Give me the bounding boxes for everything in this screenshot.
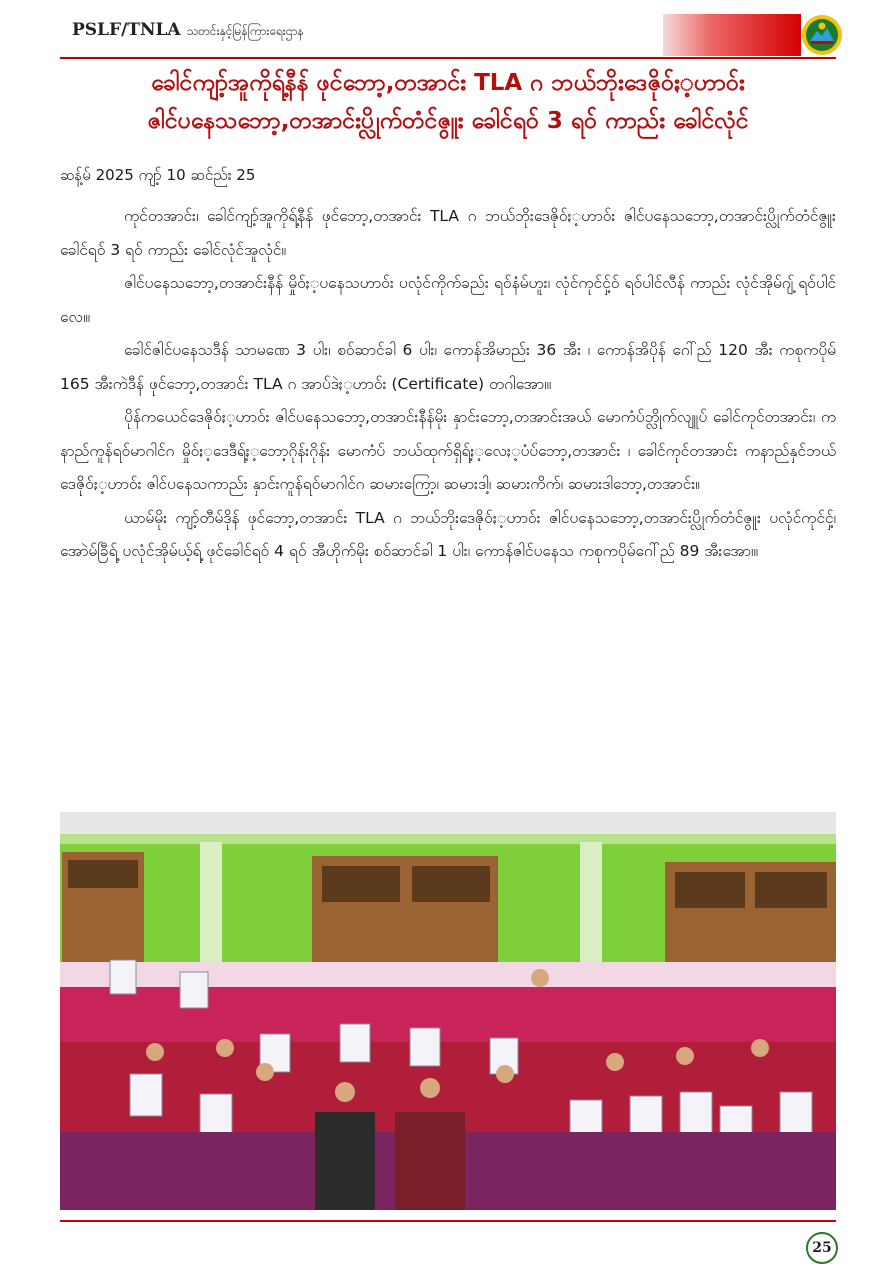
article-title-line: ဇါင်ပနေသဘော့,တအာင်းပ္လိုက်တံင်ဇွူး ခေါင်ရဝ် 3 ရဝ် ကာည်း ခေါင်လုံင် <box>147 108 749 134</box>
article-title <box>60 64 836 140</box>
body-paragraph: ပိုန်ကယေင်ဒေဇိုဝ်ႏ့ဟာဝ်း ဇါင်ပနေသဘော့,တအာင်းနီန်မိုး နှာင်းဘော့,တအာင်းအယ် မောကံပ်ဘ္လိုက်လျူပ် ခေါင်ကုင်တအာင်း၊ ကနာည်ကူန်ရဝ်မာဂါင်ဂ မှိုဝ်ႏ့ဒေဒီရ့်ႏ့ဘော့ဂိုန်းဂိုန်း မောကံပ် ဘယ်ထုက်ရှိရ့်ႏ့လေႏ့ပံပ်ဘော့,တအာင်း ၊ ခေါင်ကုင်တအာင်း ကနာည်နှင်ဘယ်ဒေဇိုဝ်ႏ့ဟာဝ်း ဇါင်ပနေသကာည်း နှာင်းကူန်ရဝ်မာဂါင်ဂ ဆမားကြော့၊ ဆမားဒါ့၊ ဆမားကိက်၊ ဆမားဒါဘော့,တအာင်း။ <box>60 408 836 493</box>
body-paragraph: ခေါင်ဇါင်ပနေသဒီန် သာမဏေ 3 ပါး၊ စဝ်ဆာင်ခါ 6 ပါး၊ ကောန်အိမာည်း 36 အီး ၊ ကောန်အိပိုန် ဂေါ်ည် 120 အီး ကစုကပိုမ် 165 အီးကဲဒီန် ဖုင်ဘော့,တအာင်း TLA ဂ အာပ်ဒဲႏ့ဟာဝ်း (Certificate) တဂါအော၊။ <box>60 341 836 393</box>
graduation-group-photo <box>60 812 836 1210</box>
body-paragraph: ကုင်တအာင်း၊ ခေါင်ကျာ့်အူကိုရ့်နီန် ဖုင်ဘော့,တအာင်း TLA ဂ ဘယ်ဘိုးဒေဇိုဝ်ႏ့ဟာဝ်း ဇါင်ပနေသဘော့,တအာင်းပ္လိုက်တံင်ဇွူး ခေါင်ရဝ် 3 ရဝ် ကာည်း ခေါင်လုံင်အူလုံင်။ <box>60 207 836 259</box>
publication-header <box>72 20 304 41</box>
article-title-line: ခေါင်ကျာ့်အူကိုရ့်နီန် ဖုင်ဘော့,တအာင်း TLA ဂ ဘယ်ဘိုးဒေဇိုဝ်ႏ့ဟာဝ်း <box>151 70 745 96</box>
header-red-band <box>663 14 801 56</box>
publication-subtitle: သတင်းနှင့်မြန်ကြားရေးဌာန <box>186 24 304 38</box>
article-body <box>60 200 836 569</box>
publication-name: PSLF/TNLA <box>72 20 181 40</box>
article-date: ဆန့်မ် 2025 ကျာ့် 10 ဆင်ည်း 25 <box>60 166 256 184</box>
page-number: 25 <box>806 1232 838 1264</box>
body-paragraph: ဇါင်ပနေသဘော့,တအာင်းနီန် မှိုဝ်ႏ့ပနေသဟာဝ်း ပလုံင်ကိုက်ခည်း ရဝ်နံမ်ဟူး၊ လုံင်ကုင်ငှ့်ဝ် ရဝ်ပါင်လီန် ကာည်း လုံင်အိုမ်ဂျ့် ရဝ်ပါင်လေ၊။ <box>60 274 836 326</box>
party-emblem-icon <box>801 14 843 56</box>
header-rule <box>60 57 836 59</box>
body-paragraph: ယာမ်မိုး ကျာ့်တီမ်ဒိုန် ဖုင်ဘော့,တအာင်း TLA ဂ ဘယ်ဘိုးဒေဇိုဝ်ႏ့ဟာဝ်း ဇါင်ပနေသဘော့,တအာင်းပ္လိုက်တံင်ဇွူး ပလုံင်ကုင်ငှ့်၊ အောဲမ်ခြီရ့် ပလုံင်အိုမ်ယ့်ရ့် ဖုင်ခေါင်ရဝ် 4 ရဝ် အီဟိုက်မိုး စဝ်ဆာင်ခါ 1 ပါး၊ ကောန်ဇါင်ပနေသ ကစုကပိုမ်ဂေါ်ည် 89 အီးအော၊။ <box>60 508 836 560</box>
footer-rule <box>60 1220 836 1222</box>
